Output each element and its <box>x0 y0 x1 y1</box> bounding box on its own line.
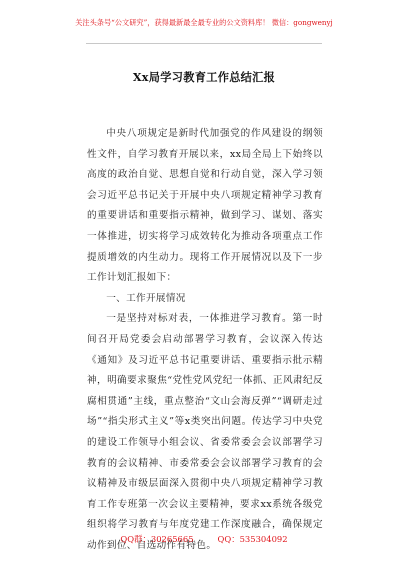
footer-contact: QQ群：30265665 QQ：535304092 <box>120 534 288 544</box>
paragraph-intro: 中央八项规定是新时代加强党的作风建设的纲领性文件，自学习教育开展以来，xx局全局上下始终以高度的政治自觉、思想自觉和行动自觉，深入学习领会习近平总书记关于开展中央八项规定精神学习教育的重要讲话和重要指示精神，做到学习、谋划、落实一体推进，切实将学习成效转化为推动各项重点工作提质增效的内生动力。现将工作开展情况以及下一步工作计划汇报如下： <box>87 128 323 284</box>
paragraph-item-1: 一是坚持对标对表，一体推进学习教育。第一时间召开局党委会启动部署学习教育，会议深入传达《通知》及习近平总书记重要讲话、重要指示批示精神，明确要求聚焦“党性党风党纪一体抓、正风肃纪反腐相贯通”主线，重点整治“文山会海反弹”“调研走过场”“指尖形式主义”等x类突出问题。传达学习中央党的建设工作领导小组会议、省委常委会会议部署学习教育的会议精神、市委常委会会议部署学习教育的会议精神及市级层面深入贯彻中央八项规定精神学习教育工作专班第一次会议主要精神，要求xx系统各级党组织将学习教育与年度党建工作深度融合，确保规定动作到位、自选动作有特色。 <box>87 313 323 551</box>
document-title: Xx局学习教育工作总结汇报 <box>132 70 276 84</box>
header-divider <box>86 43 322 44</box>
header-banner: 关注头条号“公文研究”，获得最新最全最专业的公文资料库！ 微信：gongwenyj <box>75 18 333 27</box>
document-body <box>87 124 323 556</box>
section-heading: 一、工作开展情况 <box>106 292 186 304</box>
